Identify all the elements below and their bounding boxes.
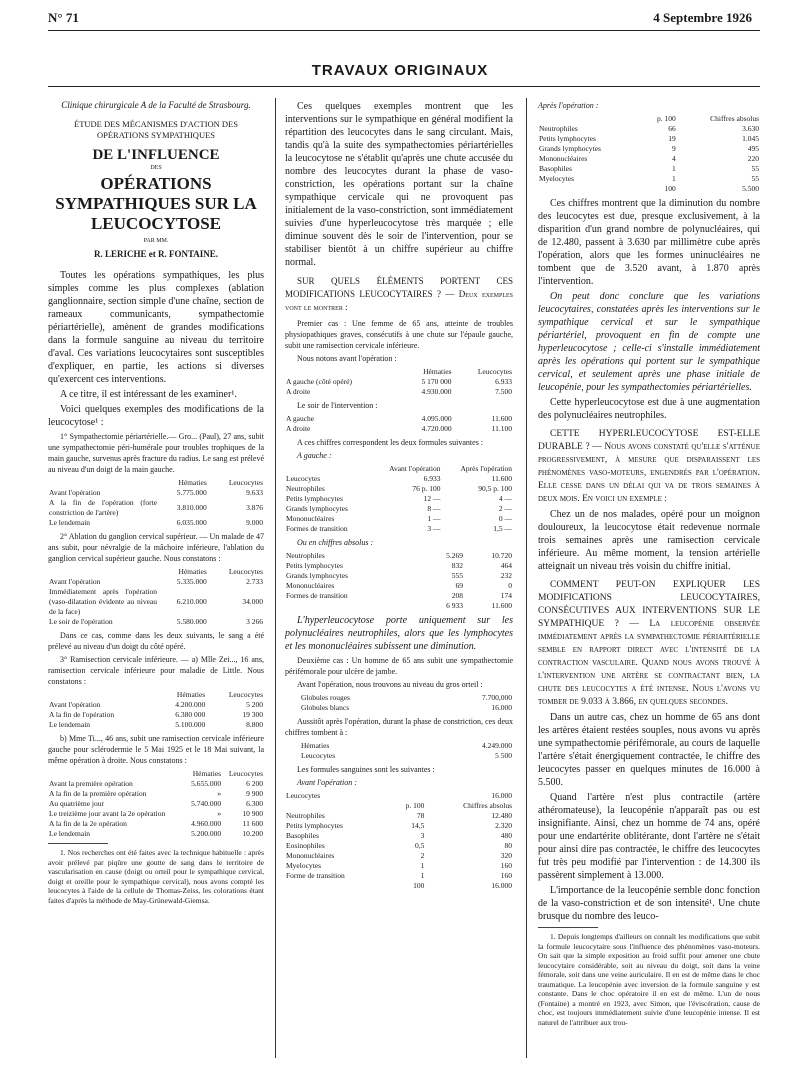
table-cell <box>390 791 426 801</box>
table-cell: 12.480 <box>491 811 512 820</box>
table-cell: 66 <box>668 124 676 133</box>
table-cell <box>285 367 399 377</box>
table-row <box>48 498 264 518</box>
case-paragraph: 3° Ramisection cervicale inférieure. — a) Mlle Zei..., 16 ans, ramisection cervicale inférieure pour maladie de Little. Nous constatons : <box>48 655 264 686</box>
table-cell: 8 — <box>427 504 441 513</box>
table-cell: 6 933 <box>446 601 464 610</box>
data-table <box>285 414 513 434</box>
table-row <box>538 174 760 184</box>
clinic-line: Clinique chirurgicale A de la Faculté de Strasbourg. <box>61 100 251 110</box>
table-cell: Avant l'opération <box>49 700 101 709</box>
table-row <box>538 134 760 144</box>
table-cell: 11 600 <box>242 819 263 828</box>
table-cell: Mononucléaires <box>286 851 335 860</box>
table-cell: 0 <box>508 581 512 590</box>
table-cell: Avant l'opération <box>389 464 441 473</box>
table-cell: 2 <box>420 851 425 860</box>
table-row <box>285 591 513 601</box>
table-cell: Basophiles <box>286 831 319 840</box>
footnote: 1. Nos recherches ont été faites avec la technique habituelle : après avoir prélevé par piqûre une goutte de sang dans le territoire de vascularisation en cause (doigt ou orteil pour le sympathique cervical, doigt et oreille pour le sympathique cervical), nous avons compté les leucocytes à l'aide de la cellule de Thomas-Zeiss, les colorations étant faites d'après la méthode de May-Grünewald-Giemsa. <box>48 848 264 905</box>
table-cell: Hématies <box>301 741 330 750</box>
table-cell: 6.933 <box>423 474 441 483</box>
data-table <box>48 567 264 627</box>
table-cell <box>48 769 185 779</box>
table-row <box>285 693 513 703</box>
table-row <box>285 551 513 561</box>
paragraph: Quand l'artère n'est plus contractile (artère athéromateuse), la leucopénie n'apparaît pas ou est insignifiante. Ainsi, chez un homme de 74 ans, opéré pour une endartérite oblitérante, dont l'artère ne s'était pour ainsi dire pas contractée, le chiffre des leucocytes fut très peu modifié par l'intervention : de 14.300 ils passèrent simplement à 13.000. <box>538 792 760 881</box>
paragraph: Avant l'opération, nous trouvons au niveau du gros orteil : <box>297 680 483 689</box>
table-cell: 6.035.000 <box>176 518 207 527</box>
column-separator <box>526 98 527 1058</box>
table-cell: 4.960.000 <box>191 819 222 828</box>
table-cell: 1.045 <box>742 134 759 143</box>
case-paragraph: 2° Ablation du ganglion cervical supérieur. — Un malade de 47 ans subit, pour névralgie de la mâchoire inférieure, l'ablation du ganglion cervical supérieur gauche. Nous constatons : <box>48 532 264 563</box>
paragraph: Ces quelques exemples montrent que les interventions sur le sympathique en général modifient la répartition des leucocytes dans le sang circulant. Mais, tandis qu'à la suite des sympathectomies périartérielles la leucocytose ne s'établit qu'après une chute accusée du nombre des leucocytes durant la phase de vaso-constriction, les opérations portant sur la chaîne sympathique cervicale qui ne provoquent pas initialement de la vaso-constriction, sont immédiatement suivies d'une hyperleucocytose très marquée ; elle diminue souvent dès le soir de l'intervention, pour se stabiliser bientôt à un chiffre supérieur au chiffre normal. <box>285 101 513 268</box>
table-cell: 0,5 <box>415 841 425 850</box>
des-line: DES <box>150 165 162 171</box>
table-cell: Globules blancs <box>301 703 350 712</box>
table-cell <box>48 567 158 577</box>
table-cell: 2 — <box>498 504 512 513</box>
table-cell: Le lendemain <box>49 518 91 527</box>
table-cell: A la fin de la première opération <box>49 789 147 798</box>
section-title: TRAVAUX ORIGINAUX <box>311 62 489 79</box>
case-paragraph: 1° Sympathectomie périartérielle.— Gro... (Paul), 27 ans, subit une sympathectomie péri-humérale pour troubles trophiques de la main gauche, survenus après fracture du radius. Le sang est prélevé au niveau d'un doigt de la main gauche. <box>48 432 264 474</box>
table-cell: Formes de transition <box>286 524 348 533</box>
issue-date: 4 Septembre 1926 <box>653 10 752 25</box>
paragraph: On peut donc conclure que les variations leucocytaires, constatées après les interventions sur le sympathique cervical et sur le sympathique périartériel, provoquent en fin de compte une hyperleucocytose ; celle-ci s'installe immédiatement après les opérations qui portent sur le sympathique cervical, et seulement après une phase initiale de leucopénie, pour les sympathectomies périartérielles. <box>538 291 760 393</box>
table-cell: Immédiatement après l'opération (vaso-dilatation évidente au niveau de la face) <box>49 587 157 616</box>
table-cell <box>48 478 158 488</box>
table-cell: Hématies <box>178 567 207 576</box>
table-cell: Grands lymphocytes <box>286 571 348 580</box>
table-cell: 1 — <box>427 514 441 523</box>
table-cell: 832 <box>451 561 464 570</box>
table-cell: 3.876 <box>246 503 263 512</box>
table-cell: 3 266 <box>246 617 263 626</box>
table-row <box>285 387 513 397</box>
table-total <box>285 601 513 611</box>
table-cell: A droite <box>286 387 311 396</box>
table-row <box>538 154 760 164</box>
column-separator <box>275 98 276 1058</box>
table-cell <box>285 601 423 611</box>
paragraph: Cette hyperleucocytose est due à une augmentation des polynucléaires neutrophiles. <box>538 397 760 421</box>
table-cell: 3.810.000 <box>176 503 207 512</box>
table-row <box>285 751 513 761</box>
table-cell: A la fin de l'opération (forte constriction de l'artère) <box>49 498 157 517</box>
table-cell: Leucocytes <box>301 751 336 760</box>
table-cell: 6 200 <box>246 779 263 788</box>
paragraph: Toutes les opérations sympathiques, les plus simples comme les plus complexes (ablation ganglionnaire, section simple d'une chaîne, section de rameaux communicants, sympathectomie périartérielle), amènent de grandes modifications dans la formule sanguine au niveau du territoire d'aval. Ces variations leucocytaires sont susceptibles d'expliquer, en partie, les actions si diverses qu'exercent ces interventions. <box>48 270 264 385</box>
table-cell: 78 <box>416 811 425 820</box>
table-row <box>285 524 513 534</box>
table-cell <box>285 801 390 811</box>
table-cell: Avant l'opération <box>49 577 101 586</box>
table-cell: 7.700,000 <box>482 693 512 702</box>
table-cell: Le treizième jour avant la 2e opération <box>49 809 166 818</box>
table-row <box>285 484 513 494</box>
case-paragraph: b) Mme Ti..., 46 ans, subit une ramisection cervicale inférieure gauche pour sclérodermie le 5 Mai 1925 et le 18 Mai suivant, la même opération à droite. Nous constatons : <box>48 734 264 765</box>
table-row <box>538 124 760 134</box>
table-cell: Leucocytes <box>228 769 263 778</box>
table-cell: 80 <box>504 841 512 850</box>
table-cell: 9 <box>671 144 676 153</box>
table-row <box>48 779 264 789</box>
table-row <box>538 144 760 154</box>
table-cell: Après l'opération <box>460 464 512 473</box>
table-cell: Petits lymphocytes <box>286 561 343 570</box>
table-row <box>285 571 513 581</box>
table-cell: Mononucléaires <box>539 154 588 163</box>
table-row <box>285 424 513 434</box>
table-cell: Le lendemain <box>49 829 91 838</box>
table-row <box>48 789 264 799</box>
table-cell: A droite <box>286 424 311 433</box>
table-cell: 10 900 <box>242 809 263 818</box>
table-cell: » <box>217 809 222 818</box>
table-cell: 1,5 — <box>493 524 512 533</box>
table-cell: » <box>217 789 222 798</box>
table-cell: 19 <box>668 134 676 143</box>
column-3 <box>538 100 760 1029</box>
table-cell <box>285 881 390 891</box>
data-table <box>285 693 513 713</box>
table-cell: 5.269 <box>446 551 464 560</box>
table-cell: 9 900 <box>246 789 263 798</box>
footnote-rule <box>538 927 598 928</box>
table-cell: 480 <box>500 831 512 840</box>
table-cell: Hématies <box>192 769 222 778</box>
section-rule <box>48 86 760 87</box>
table-cell: 5.655.000 <box>191 779 222 788</box>
table-row <box>285 377 513 387</box>
data-table <box>285 464 513 534</box>
table-cell: Myelocytes <box>286 861 321 870</box>
table-cell: 5.500 <box>742 184 759 193</box>
table-row <box>285 561 513 571</box>
table-cell: Mononucléaires <box>286 514 335 523</box>
table-cell: 160 <box>500 861 512 870</box>
table-cell: 5 500 <box>495 751 512 760</box>
table-cell: Chiffres absolus <box>463 801 512 810</box>
table-cell: Grands lymphocytes <box>286 504 348 513</box>
table-cell: 100 <box>664 184 676 193</box>
table-row <box>285 831 513 841</box>
data-table <box>285 791 513 891</box>
table-cell: 9.000 <box>246 518 263 527</box>
table-cell: Neutrophiles <box>286 811 325 820</box>
table-cell: Mononucléaires <box>286 581 335 590</box>
table-cell: 232 <box>500 571 512 580</box>
table-cell: Le lendemain <box>49 720 91 729</box>
table-cell: Hématies <box>423 367 452 376</box>
table-cell: 55 <box>751 164 759 173</box>
table-cell: Chiffres absolus <box>710 114 759 123</box>
paragraph: Chez un de nos malades, opéré pour un moignon douloureux, la leucocytose était redevenue normale trois semaines après une ramisection cervicale inférieure. Au même moment, la tension artérielle atteignait un niveau très voisin du chiffre initial. <box>538 509 760 572</box>
table-cell: 5 200 <box>246 700 263 709</box>
paragraph: Dans un autre cas, chez un homme de 65 ans dont les artères étaient restées souples, nous avons vu après une sympathectomie périfémorale, au cours de laquelle l'artère s'était énergiquement contractée, le chiffre des leucocytes passer en quelques minutes de 16.000 à 5.500. <box>538 712 760 788</box>
table-cell: 9.633 <box>246 488 263 497</box>
table-row <box>48 700 264 710</box>
table-cell: Avant l'opération <box>49 488 101 497</box>
table-row <box>48 819 264 829</box>
table-cell: Myelocytes <box>539 174 574 183</box>
table-cell: 5 170 000 <box>421 377 452 386</box>
table-row <box>285 514 513 524</box>
table-row <box>48 799 264 809</box>
table-cell: 174 <box>500 591 512 600</box>
table-cell: 4.249.000 <box>482 741 512 750</box>
table-cell: A la fin de la 2e opération <box>49 819 127 828</box>
paragraph: Le soir de l'intervention : <box>297 401 378 410</box>
table-cell: 55 <box>751 174 759 183</box>
question-paragraph: CETTE HYPERLEUCOCYTOSE EST-ELLE DURABLE ? — Nous avons constaté qu'elle s'atténue progressivement, à mesure que disparaissent les phénomènes vaso-moteurs, engendrés par l'opération. Elle cesse dans un délai qui va de trois semaines à deux mois. En voici un exemple : <box>538 429 760 504</box>
table-cell: 5.580.000 <box>176 617 207 626</box>
table-cell <box>48 690 155 700</box>
table-cell: Globules rouges <box>301 693 350 702</box>
table-row <box>48 577 264 587</box>
paragraph: Les formules sanguines sont les suivantes : <box>297 765 435 774</box>
table-cell: 220 <box>747 154 759 163</box>
data-table <box>538 114 760 194</box>
table-cell: 1 <box>671 174 676 183</box>
column-2 <box>285 100 513 894</box>
table-cell: Petits lymphocytes <box>286 494 343 503</box>
table-cell: Leucocytes <box>286 791 321 800</box>
paragraph: A ce titre, il est intéressant de les examiner¹. <box>60 389 237 400</box>
table-row <box>285 581 513 591</box>
table-cell: 16.000 <box>491 881 512 890</box>
table-row <box>285 703 513 713</box>
table-cell: 0 — <box>498 514 512 523</box>
table-cell: 3.630 <box>742 124 759 133</box>
table-cell: 34.000 <box>242 597 263 606</box>
table-cell: 208 <box>451 591 464 600</box>
table-row <box>285 861 513 871</box>
table-cell: 11.600 <box>491 601 512 610</box>
data-table <box>285 741 513 761</box>
table-cell: Leucocytes <box>228 567 263 576</box>
article-title-2: OPÉRATIONS SYMPATHIQUES SUR LA LEUCOCYTOSE <box>55 174 257 233</box>
table-row <box>285 414 513 424</box>
table-cell: 5.200.000 <box>191 829 222 838</box>
table-cell: Grands lymphocytes <box>539 144 601 153</box>
table-row <box>48 617 264 627</box>
table-cell: 11.100 <box>491 424 512 433</box>
paragraph: Ces chiffres montrent que la diminution du nombre des leucocytes est due, presque exclusivement, à la disparition d'un grand nombre de polynucléaires, qui de 12.480, passent à 3.630 par millimètre cube après l'opération, alors que les formes uninucléaires ne tombent que de 3.520 avant, à 1.870 après l'intervention. <box>538 198 760 287</box>
table-cell: Hématies <box>176 690 206 699</box>
table-cell: 5.335.000 <box>176 577 207 586</box>
table-row <box>538 164 760 174</box>
table-row <box>285 474 513 484</box>
table-cell: 69 <box>455 581 464 590</box>
table-cell: 7.500 <box>495 387 512 396</box>
table-cell: Leucocytes <box>286 474 321 483</box>
table-cell: 4.095.000 <box>421 414 452 423</box>
table-cell: 14,5 <box>411 821 425 830</box>
table-cell: 16.000 <box>491 703 512 712</box>
table-cell: 10.200 <box>242 829 263 838</box>
table-cell: 12 — <box>423 494 441 503</box>
study-line: ÉTUDE DES MÉCANISMES D'ACTION DES OPÉRATIONS SYMPATHIQUES <box>74 119 238 140</box>
table-cell: Basophiles <box>539 164 572 173</box>
data-table <box>285 367 513 397</box>
table-cell: 2.320 <box>495 821 512 830</box>
table-cell: A la fin de l'opération <box>49 710 115 719</box>
table-row <box>48 720 264 730</box>
table-row <box>285 821 513 831</box>
table-cell: Petits lymphocytes <box>286 821 343 830</box>
data-table <box>285 551 513 611</box>
subheading: Ou en chiffres absolus : <box>297 538 374 547</box>
table-total <box>285 881 513 891</box>
case-paragraph: Deuxième cas : Un homme de 65 ans subit une sympathectomie périfémorale pour ulcère de jambe. <box>285 656 513 676</box>
table-cell: 2.733 <box>246 577 263 586</box>
table-cell: 464 <box>500 561 512 570</box>
table-cell: 5.100.000 <box>175 720 206 729</box>
footnote-rule <box>48 843 108 844</box>
table-cell: 19 300 <box>242 710 263 719</box>
table-row <box>48 587 264 617</box>
table-cell: 495 <box>747 144 759 153</box>
data-table <box>48 690 264 730</box>
paragraph: L'importance de la leucopénie semble donc fonction de la vaso-constriction et de son intensité¹. Une chute brusque du nombre des leuco- <box>538 885 760 922</box>
table-cell: Neutrophiles <box>286 484 325 493</box>
table-cell: Avant la première opération <box>49 779 133 788</box>
table-cell: Neutrophiles <box>286 551 325 560</box>
table-row <box>285 504 513 514</box>
subheading: Avant l'opération : <box>297 778 357 787</box>
paragraph: A ces chiffres correspondent les deux formules suivantes : <box>297 438 484 447</box>
table-row <box>48 710 264 720</box>
table-cell: p. 100 <box>405 801 425 810</box>
table-cell: 3 <box>420 831 425 840</box>
table-cell: 160 <box>500 871 512 880</box>
table-row <box>285 741 513 751</box>
table-cell: 6.300 <box>246 799 263 808</box>
case-paragraph: Premier cas : Une femme de 65 ans, atteinte de troubles physiopathiques graves, consécutifs à une chute sur l'épaule gauche, subit une ramisection cervicale inférieure. <box>285 319 513 350</box>
table-cell: 16.000 <box>491 791 512 800</box>
table-cell: Leucocytes <box>228 478 263 487</box>
table-cell: 4.200.000 <box>175 700 206 709</box>
par-line: PAR MM. <box>143 238 169 244</box>
table-cell: 11.600 <box>491 414 512 423</box>
paragraph: Dans ce cas, comme dans les deux suivants, le sang a été prélevé au niveau d'un doigt du côté opéré. <box>48 631 264 651</box>
authors: R. LERICHE et R. FONTAINE. <box>93 249 219 259</box>
table-cell: 6.210.000 <box>176 597 207 606</box>
table-cell: 6.933 <box>495 377 512 386</box>
table-cell: Neutrophiles <box>539 124 578 133</box>
table-cell: 4 <box>671 154 676 163</box>
paragraph: Voici quelques exemples des modifications de la leucocytose¹ : <box>48 404 264 428</box>
table-cell: 1 <box>671 164 676 173</box>
table-row <box>48 809 264 819</box>
paragraph: Nous notons avant l'opération : <box>297 354 397 363</box>
table-cell: 8.800 <box>246 720 263 729</box>
table-cell: 5.740.000 <box>191 799 222 808</box>
table-cell <box>538 114 643 124</box>
table-cell: A gauche <box>286 414 315 423</box>
table-cell: 5.775.000 <box>176 488 207 497</box>
table-cell <box>285 464 370 474</box>
table-cell: Hématies <box>178 478 207 487</box>
table-cell: Eosinophiles <box>286 841 325 850</box>
table-cell: p. 100 <box>656 114 676 123</box>
table-cell: 4.720.000 <box>421 424 452 433</box>
issue-number: N° 71 <box>48 10 79 25</box>
table-cell: Le soir de l'opération <box>49 617 113 626</box>
table-cell: 90,5 p. 100 <box>478 484 512 493</box>
table-row <box>48 518 264 528</box>
table-cell: 4 — <box>498 494 512 503</box>
table-cell: 555 <box>451 571 464 580</box>
table-row <box>285 791 513 801</box>
table-cell: 10.720 <box>491 551 512 560</box>
table-cell: 4.930.000 <box>421 387 452 396</box>
header-rule <box>48 30 760 31</box>
paragraph: Aussitôt après l'opération, durant la phase de constriction, ces deux chiffres tombent à : <box>285 717 513 737</box>
table-cell: 3 — <box>427 524 441 533</box>
column-1 <box>48 100 264 907</box>
table-cell: 100 <box>413 881 425 890</box>
table-cell: 76 p. 100 <box>412 484 441 493</box>
table-cell: 320 <box>500 851 512 860</box>
table-row <box>285 811 513 821</box>
table-cell <box>538 184 643 194</box>
paragraph: L'hyperleucocytose porte uniquement sur les polynucléaires neutrophiles, alors que les lymphocytes et les mononucléaires subissent une diminution. <box>285 615 513 652</box>
table-cell: Formes de transition <box>286 591 348 600</box>
table-cell: Au quatrième jour <box>49 799 104 808</box>
table-cell: Leucocytes <box>228 690 263 699</box>
subheading: A gauche : <box>297 451 332 460</box>
article-title-1: DE L'INFLUENCE <box>92 147 220 163</box>
question-paragraph: COMMENT PEUT-ON EXPLIQUER LES MODIFICATIONS LEUCOCYTAIRES, CONSÉCUTIVES AUX INTERVENTIONS SUR LE SYMPATHIQUE ? — La leucopénie observée immédiatement après la sympathectomie périartérielle semble en rapport direct avec l'intensité de la contraction vasculaire. Quand nous avons trouvé à l'intervention une artère se contractant bien, la chute des leucocytes a été intense. Nous l'avons vu tomber de 9.033 à 3.866, en quelques secondes. <box>538 580 760 707</box>
table-cell: Forme de transition <box>286 871 345 880</box>
table-cell: 11.600 <box>491 474 512 483</box>
subheading: Après l'opération : <box>538 101 599 110</box>
table-cell: Leucocytes <box>477 367 512 376</box>
table-row <box>48 488 264 498</box>
table-cell: 1 <box>420 871 425 880</box>
table-row <box>285 841 513 851</box>
table-total <box>538 184 760 194</box>
table-row <box>48 829 264 839</box>
table-cell: 1 <box>420 861 425 870</box>
data-table <box>48 478 264 528</box>
data-table <box>48 769 264 839</box>
table-row <box>285 494 513 504</box>
question-paragraph: SUR QUELS ÉLÉMENTS PORTENT CES MODIFICATIONS LEUCOCYTAIRES ? — Deux exemples vont le montrer : <box>285 276 513 312</box>
footnote: 1. Depuis longtemps d'ailleurs on connaît les modifications que subit la formule leucocytaire sous l'influence des phénomènes vaso-moteurs. On sait que la simple exposition au froid suffit pour amener une chute leucocytaire considérable, soit au niveau du doigt, soit dans la veine fémorale, soit dans une veine auriculaire. Il en est de même dans le choc traumatique. La leucopénie avec inversion de la formule sanguine y est constante. Dans le choc opératoire il en est de même. L'un de nous (Fontaine) a montré en 1923, avec Simon, que l'éviscération, cause de choc, est toujours immédiatement suivie d'une leucopénie intense. Il est naturel de l'attribuer aux trou- <box>538 932 760 1027</box>
table-row <box>285 851 513 861</box>
table-cell: Petits lymphocytes <box>539 134 596 143</box>
table-cell: 6.380 000 <box>175 710 206 719</box>
table-cell: A gauche (côté opéré) <box>286 377 353 386</box>
table-row <box>285 871 513 881</box>
